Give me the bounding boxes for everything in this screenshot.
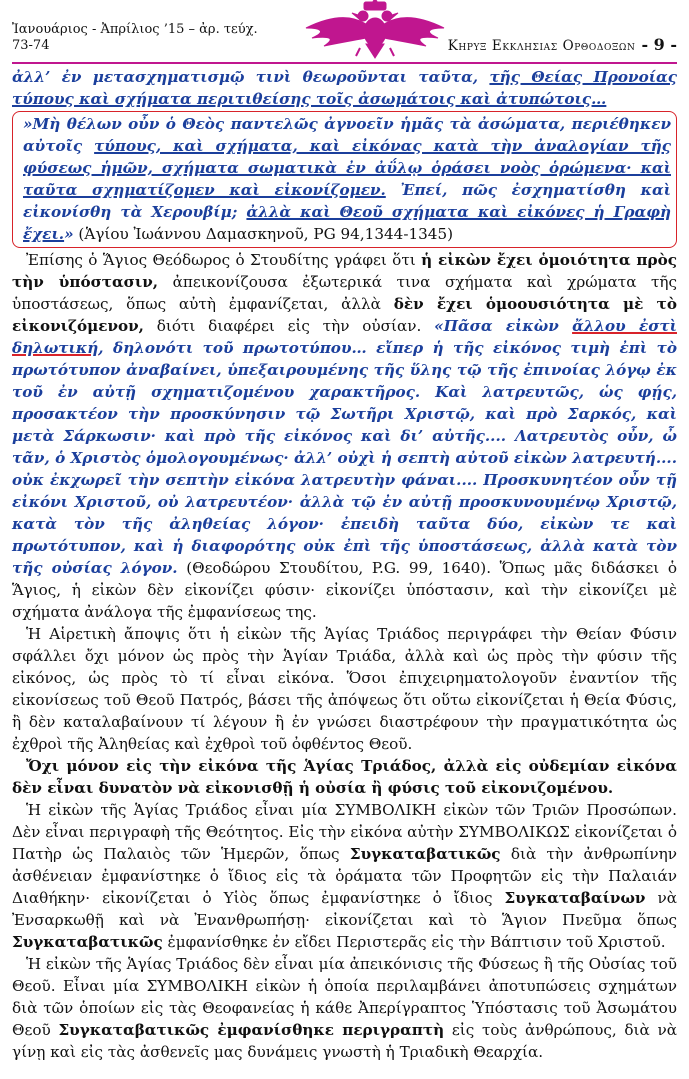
- quote-text: «Πᾶσα εἰκὼν: [434, 317, 573, 335]
- publication-name: Κηρυξ Εκκλησιας Ορθοδοξων: [447, 38, 636, 54]
- quote-underlined: ἄλλου ἐστὶ δηλωτική: [12, 317, 677, 357]
- quote-underlined: τῆς Θείας Προνοίας τύπους καὶ σχήματα περιτιθείσης τοῖς ἀσωμάτοις καὶ ἀτυπώτοις…: [12, 68, 677, 108]
- paragraph-heretical-view: Ἡ Αἱρετικὴ ἄποψις ὅτι ἡ εἰκὼν τῆς Ἁγίας Τριάδος περιγράφει τὴν Θείαν Φύσιν σφάλλει ὄχι μόνον ὡς πρὸς τὴν Ἁγίαν Τριάδα, ἀλλὰ καὶ ὡς πρὸς τὴν φύσιν τῆς εἰκόνος, ὡς πρὸς τὸ τί εἶναι εἰκόνα. Ὅσοι ἐπιχειρηματολογοῦν ἐναντίον τῆς εἰκονίσεως τοῦ Θεοῦ Πατρός, βάσει τῆς ἀπόψεως ὅτι οὕτω εἰκονίζεται ἡ Θεία Φύσις, ἢ δὲν καταλαβαίνουν τί λέγουν ἢ ἐν γνώσει διαστρέφουν τὴν πραγματικότητα ὡς ἐχθροὶ τῆς Ἀληθείας καὶ ἐχθροὶ τοῦ ὀφθέντος Θεοῦ.: [12, 625, 677, 753]
- issue-info: Ἰανουάριος - Ἀπρίλιος ’15 – ἀρ. τεύχ. 73-74: [12, 22, 258, 53]
- quote-text: »: [64, 225, 74, 243]
- quote-text: »Μὴ θέλων οὖν ὁ Θεὸς παντελῶς ἀγνοεῖν ἡμᾶς τὰ ἀσώματα, περιέθηκεν αὐτοῖς: [23, 115, 671, 155]
- paragraph-conclusion: [12, 953, 677, 1063]
- bold-text: Συγκαταβατικῶς: [12, 933, 163, 951]
- quote-damascene: [23, 113, 671, 245]
- paragraph-emphasis: Ὄχι μόνον εἰς τὴν εἰκόνα τῆς Ἁγίας Τριάδος, ἀλλὰ εἰς οὐδεμίαν εἰκόνα δὲν εἶναι δυνατὸν νὰ εἰκονισθῇ ἡ οὐσία ἢ φύσις τοῦ εἰκονιζομένου.: [12, 757, 677, 797]
- paragraph-theodore: [12, 249, 677, 623]
- bold-text: Συγκαταβαίνων: [504, 889, 646, 907]
- body-text: εἰς τοὺς ἀνθρώπους, διὰ νὰ γίνῃ καὶ εἰς τὰς ἀσθενεῖς μας δυνάμεις γνωστὴ ἡ Τριαδικὴ Θεαρχία.: [12, 1021, 677, 1061]
- publication-title: [448, 37, 677, 56]
- quote-text: , δηλονότι τοῦ πρωτοτύπου… εἴπερ ἡ τῆς εἰκόνος τιμὴ ἐπὶ τὸ πρωτότυπον ἀναβαίνει, ὑπεξαιρουμένης τῆς ὕλης τῷ τῆς ἐπινοίας λόγῳ ἐκ τοῦ ἐν αὐτῇ σχηματιζομένου χαρακτῆρος. Καὶ λατρευτῶς, ὡς φῄς, προσακτέον τὴν προσκύνησιν τῷ Σωτῆρι Χριστῷ, καὶ πρὸ Σαρκός, καὶ μετὰ Σάρκωσιν· καὶ πρὸ τῆς εἰκόνος καὶ δι’ αὐτῆς.... Λατρευτὸς οὖν, ὦ τᾶν, ὁ Χριστὸς ὁμολογουμένως· ἀλλ’ οὐχὶ ἡ σεπτὴ αὐτοῦ εἰκὼν λατρευτή.... οὐκ ἐκχωρεῖ τὴν σεπτὴν εἰκόνα λατρευτὴν φάναι.... Προσκυνητέον οὖν τῇ εἰκόνι Χριστοῦ, οὐ λατρευτέον· ἀλλὰ τῷ ἐν αὐτῇ προσκυνουμένῳ Χριστῷ, κατὰ τὸν τῆς ἀληθείας λόγον· ἐπειδὴ ταῦτα δύο, εἰκὼν τε καὶ πρωτότυπον, καὶ ἡ διαφορότης οὐκ ἐπὶ τῆς ὑποστάσεως, ἀλλὰ κατὰ τὸν τῆς οὐσίας λόγον.: [12, 339, 677, 577]
- quote-text: Ἐπεί, πῶς ἐσχηματίσθη καὶ εἰκονίσθη τὰ Χερουβίμ;: [23, 181, 671, 221]
- bold-text: Συγκαταβατικῶς: [349, 845, 501, 863]
- paragraph-symbolic-icon: [12, 799, 677, 953]
- page-number: - 9 -: [641, 35, 677, 54]
- body-text: ἐμφανίσθηκε ἐν εἴδει Περιστερᾶς εἰς τὴν Βάπτισιν τοῦ Χριστοῦ.: [162, 933, 666, 951]
- quote-underlined: ἀλλὰ καὶ Θεοῦ σχήματα καὶ εἰκόνες ἡ Γραφὴ ἔχει.: [23, 203, 672, 243]
- quote-underlined: τύπους, καὶ σχήματα, καὶ εἰκόνας κατὰ τὴν ἀναλογίαν τῆς φύσεως ἡμῶν, σχήματα σωματικὰ ἐν ἀΰλῳ ὁράσει νοὸς ὁρώμενα· καὶ ταῦτα σχηματίζομεν καὶ εἰκονίζομεν.: [23, 137, 671, 199]
- body-text: Ἡ εἰκὼν τῆς Ἁγίας Τριάδος δὲν εἶναι μία ἀπεικόνισις τῆς Φύσεως ἢ τῆς Οὐσίας τοῦ Θεοῦ. Εἶναι μία ΣΥΜΒΟΛΙΚΗ εἰκὼν ἡ ὁποία περιλαμβάνει ἀποτυπώσεις σχημάτων διὰ τῶν ὁποίων εἰς τὰς Θεοφανείας ἡ κάθε Ἀπερίγραπτος Ὑπόστασις τοῦ Ἀσωμάτου Θεοῦ: [12, 955, 677, 1039]
- body-text: Ἡ εἰκὼν τῆς Ἁγίας Τριάδος εἶναι μία ΣΥΜΒΟΛΙΚΗ εἰκὼν τῶν Τριῶν Προσώπων. Δὲν εἶναι περιγραφὴ τῆς Θεότητος. Εἰς τὴν εἰκόνα αὐτὴν ΣΥΜΒΟΛΙΚΩΣ εἰκονίζεται ὁ Πατὴρ ὡς Παλαιὸς τῶν Ἡμερῶν, ὅπως: [12, 801, 677, 863]
- body-text: νὰ Ἐνσαρκωθῇ καὶ νὰ Ἐνανθρωπήσῃ· εἰκονίζεται καὶ τὸ Ἅγιον Πνεῦμα ὅπως: [12, 889, 677, 929]
- bold-text: δὲν ἔχει ὁμοουσιότητα μὲ τὸ εἰκονιζόμενον,: [12, 295, 677, 335]
- page-header: [12, 0, 677, 64]
- body-text: (Θεοδώρου Στουδίτου, P.G. 99, 1640). Ὅπως μᾶς διδάσκει ὁ Ἅγιος, ἡ εἰκὼν δὲν εἰκονίζει φύσιν· εἰκονίζει ὑπόστασιν, καὶ τὴν εἰκονίζει μὲ σχήματα ἀνάλογα τῆς ἐμφανίσεως της.: [12, 559, 677, 621]
- body-text: ἀπεικονίζουσα ἐξωτερικά τινα σχήματα καὶ χρώματα τῆς ὑποστάσεως, ὅπως αὐτὴ ἐμφανίζεται, ἀλλὰ: [12, 273, 677, 313]
- double-headed-eagle-icon: [300, 0, 450, 60]
- body-text: διὰ τὴν ἀνθρωπίνην ἀσθένειαν ἐμφανίστηκε ὁ ἴδιος εἰς τὰ ὁράματα τῶν Προφητῶν εἰς τὴν Παλαιάν Διαθήκην· εἰκονίζεται ὁ Υἱὸς ὅπως ἐμφανίστηκε ὁ ἴδιος: [12, 845, 677, 907]
- body-text: διότι διαφέρει εἰς τὴν οὐσίαν.: [143, 317, 435, 335]
- quote-intro: [12, 66, 677, 110]
- bold-text: Συγκαταβατικῶς ἐμφανίσθηκε περιγραπτὴ: [58, 1021, 445, 1039]
- citation: (Ἁγίου Ἰωάννου Δαμασκηνοῦ, PG 94,1344-1345): [73, 225, 454, 243]
- bold-text: ἡ εἰκὼν ἔχει ὁμοιότητα πρὸς τὴν ὑπόστασιν,: [12, 251, 677, 291]
- body-text: Ἐπίσης ὁ Ἅγιος Θεόδωρος ὁ Στουδίτης γράφει ὅτι: [26, 251, 422, 269]
- quote-box: [12, 111, 677, 248]
- quote-text: ἀλλ’ ἐν μετασχηματισμῷ τινὶ θεωροῦνται ταῦτα,: [12, 68, 490, 86]
- article-body: [12, 64, 677, 1063]
